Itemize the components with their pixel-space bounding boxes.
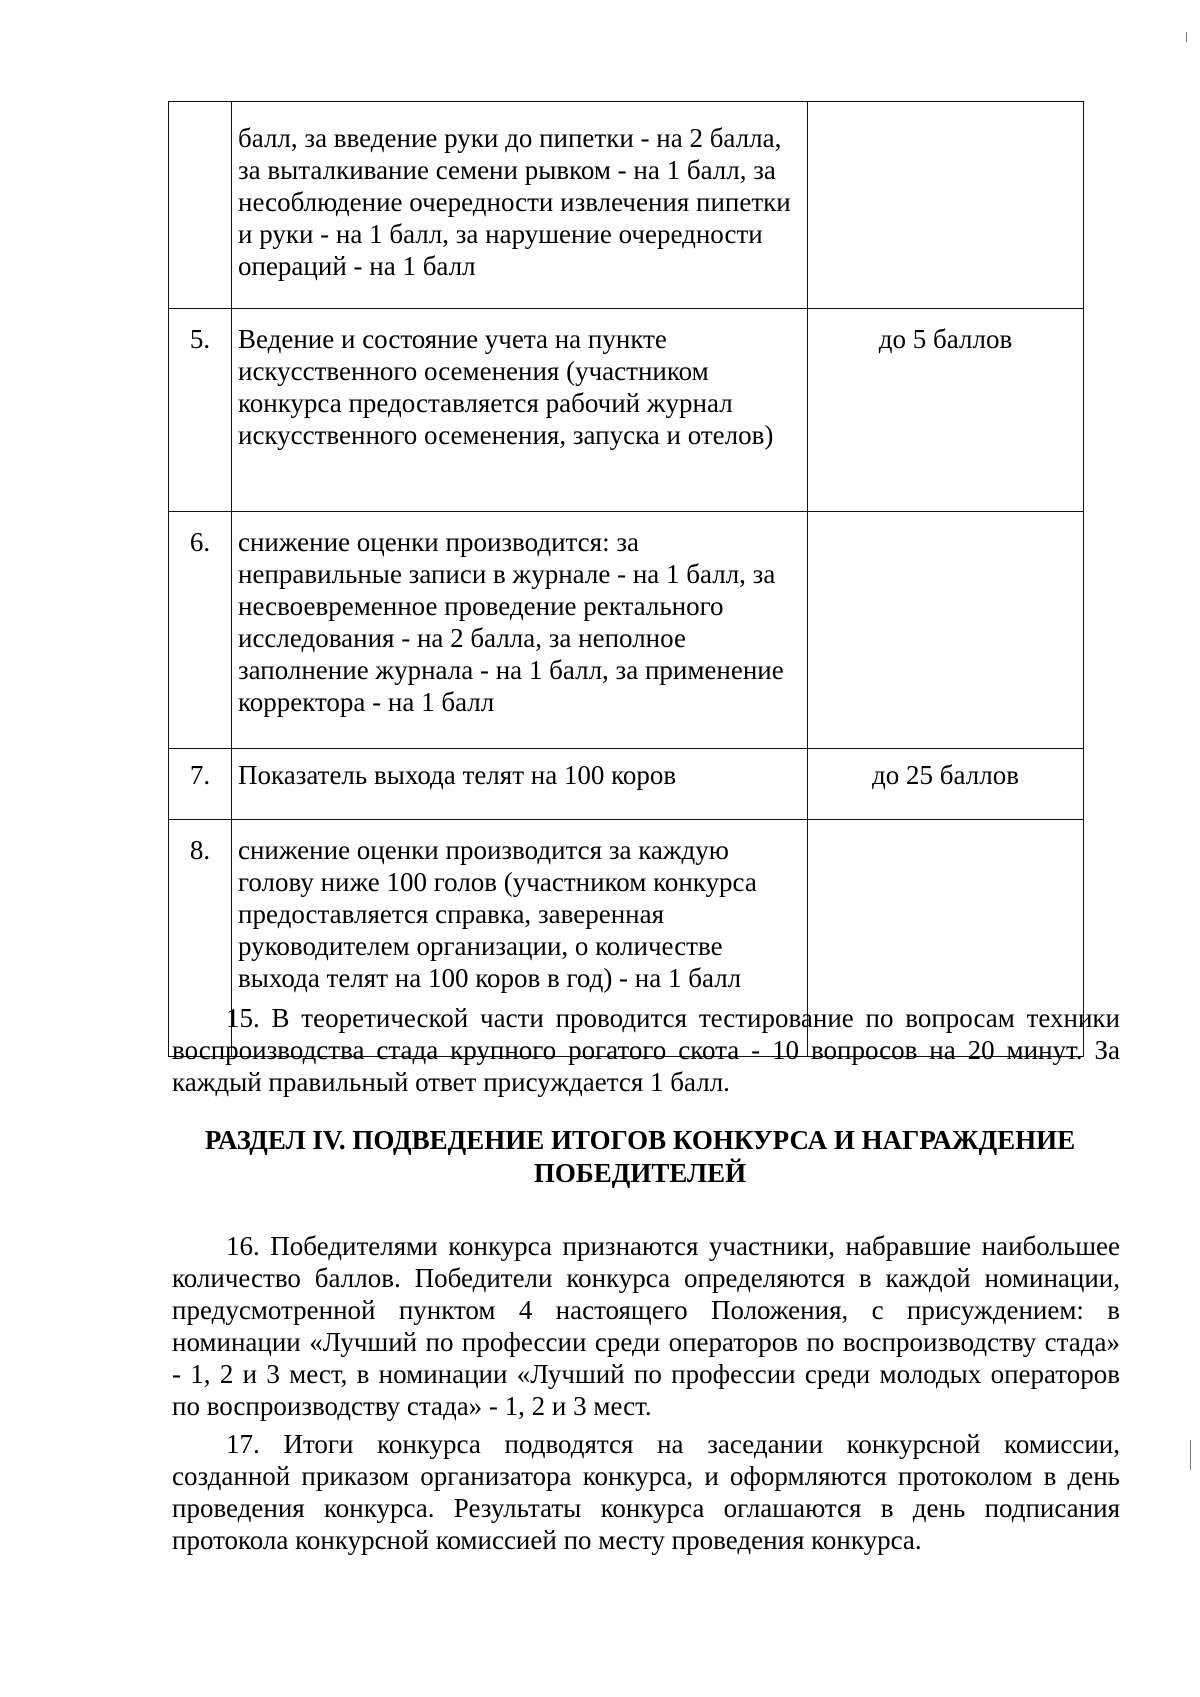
row-number: 5. (169, 309, 232, 512)
row-score: до 25 баллов (808, 749, 1084, 820)
row-description: Ведение и состояние учета на пункте искусственного осеменения (участником конкурса предоставляется рабочий журнал искусственного осеменения, запуска и отелов) (232, 309, 808, 512)
table-row (169, 512, 1084, 749)
row-number (169, 102, 232, 309)
row-score (808, 512, 1084, 749)
table-row (169, 749, 1084, 820)
criteria-table (168, 101, 1084, 1057)
row-number: 6. (169, 512, 232, 749)
paragraph-16: 16. Победителями конкурса признаются участники, набравшие наибольшее количество баллов. Победители конкурса определяются в каждой номинации, предусмотренной пунктом 4 настоящего Положения, с присуждением: в номинации «Лучший по профессии среди операторов по воспроизводству стада» - 1, 2 и 3 мест, в номинации «Лучший по профессии среди молодых операторов по воспроизводству стада» - 1, 2 и 3 мест. (172, 1231, 1120, 1421)
table-row (169, 102, 1084, 309)
row-description: снижение оценки производится: за неправильные записи в журнале - на 1 балл, за несвоевременное проведение ректального исследования - на 2 балла, за неполное заполнение журнала - на 1 балл, за применение корректора - на 1 балл (232, 512, 808, 749)
paragraph-15: 15. В теоретической части проводится тестирование по вопросам техники воспроизводства стада крупного рогатого скота - 10 вопросов на 20 минут. За каждый правильный ответ присуждается 1 балл. (172, 1003, 1120, 1097)
scan-edge-mark (1186, 32, 1187, 42)
row-description: Показатель выхода телят на 100 коров (232, 749, 808, 820)
paragraph-17: 17. Итоги конкурса подводятся на заседании конкурсной комиссии, созданной приказом организатора конкурса, и оформляются протоколом в день проведения конкурса. Результаты конкурса оглашаются в день подписания протокола конкурсной комиссией по месту проведения конкурса. (172, 1429, 1120, 1555)
row-score: до 5 баллов (808, 309, 1084, 512)
row-score (808, 102, 1084, 309)
row-description: балл, за введение руки до пипетки - на 2 балла, за выталкивание семени рывком - на 1 балл, за несоблюдение очередности извлечения пипетки и руки - на 1 балл, за нарушение очередности операций - на 1 балл (232, 102, 808, 309)
section-heading: РАЗДЕЛ IV. ПОДВЕДЕНИЕ ИТОГОВ КОНКУРСА И НАГРАЖДЕНИЕ ПОБЕДИТЕЛЕЙ (204, 1125, 1076, 1188)
scan-edge-mark (1190, 1440, 1191, 1470)
table-row (169, 309, 1084, 512)
row-description: снижение оценки производится за каждую голову ниже 100 голов (участником конкурса предоставляется справка, заверенная руководителем организации, о количестве выхода телят на 100 коров в год) - на 1 балл (232, 820, 808, 1057)
row-number: 7. (169, 749, 232, 820)
row-number: 8. (169, 820, 232, 1057)
